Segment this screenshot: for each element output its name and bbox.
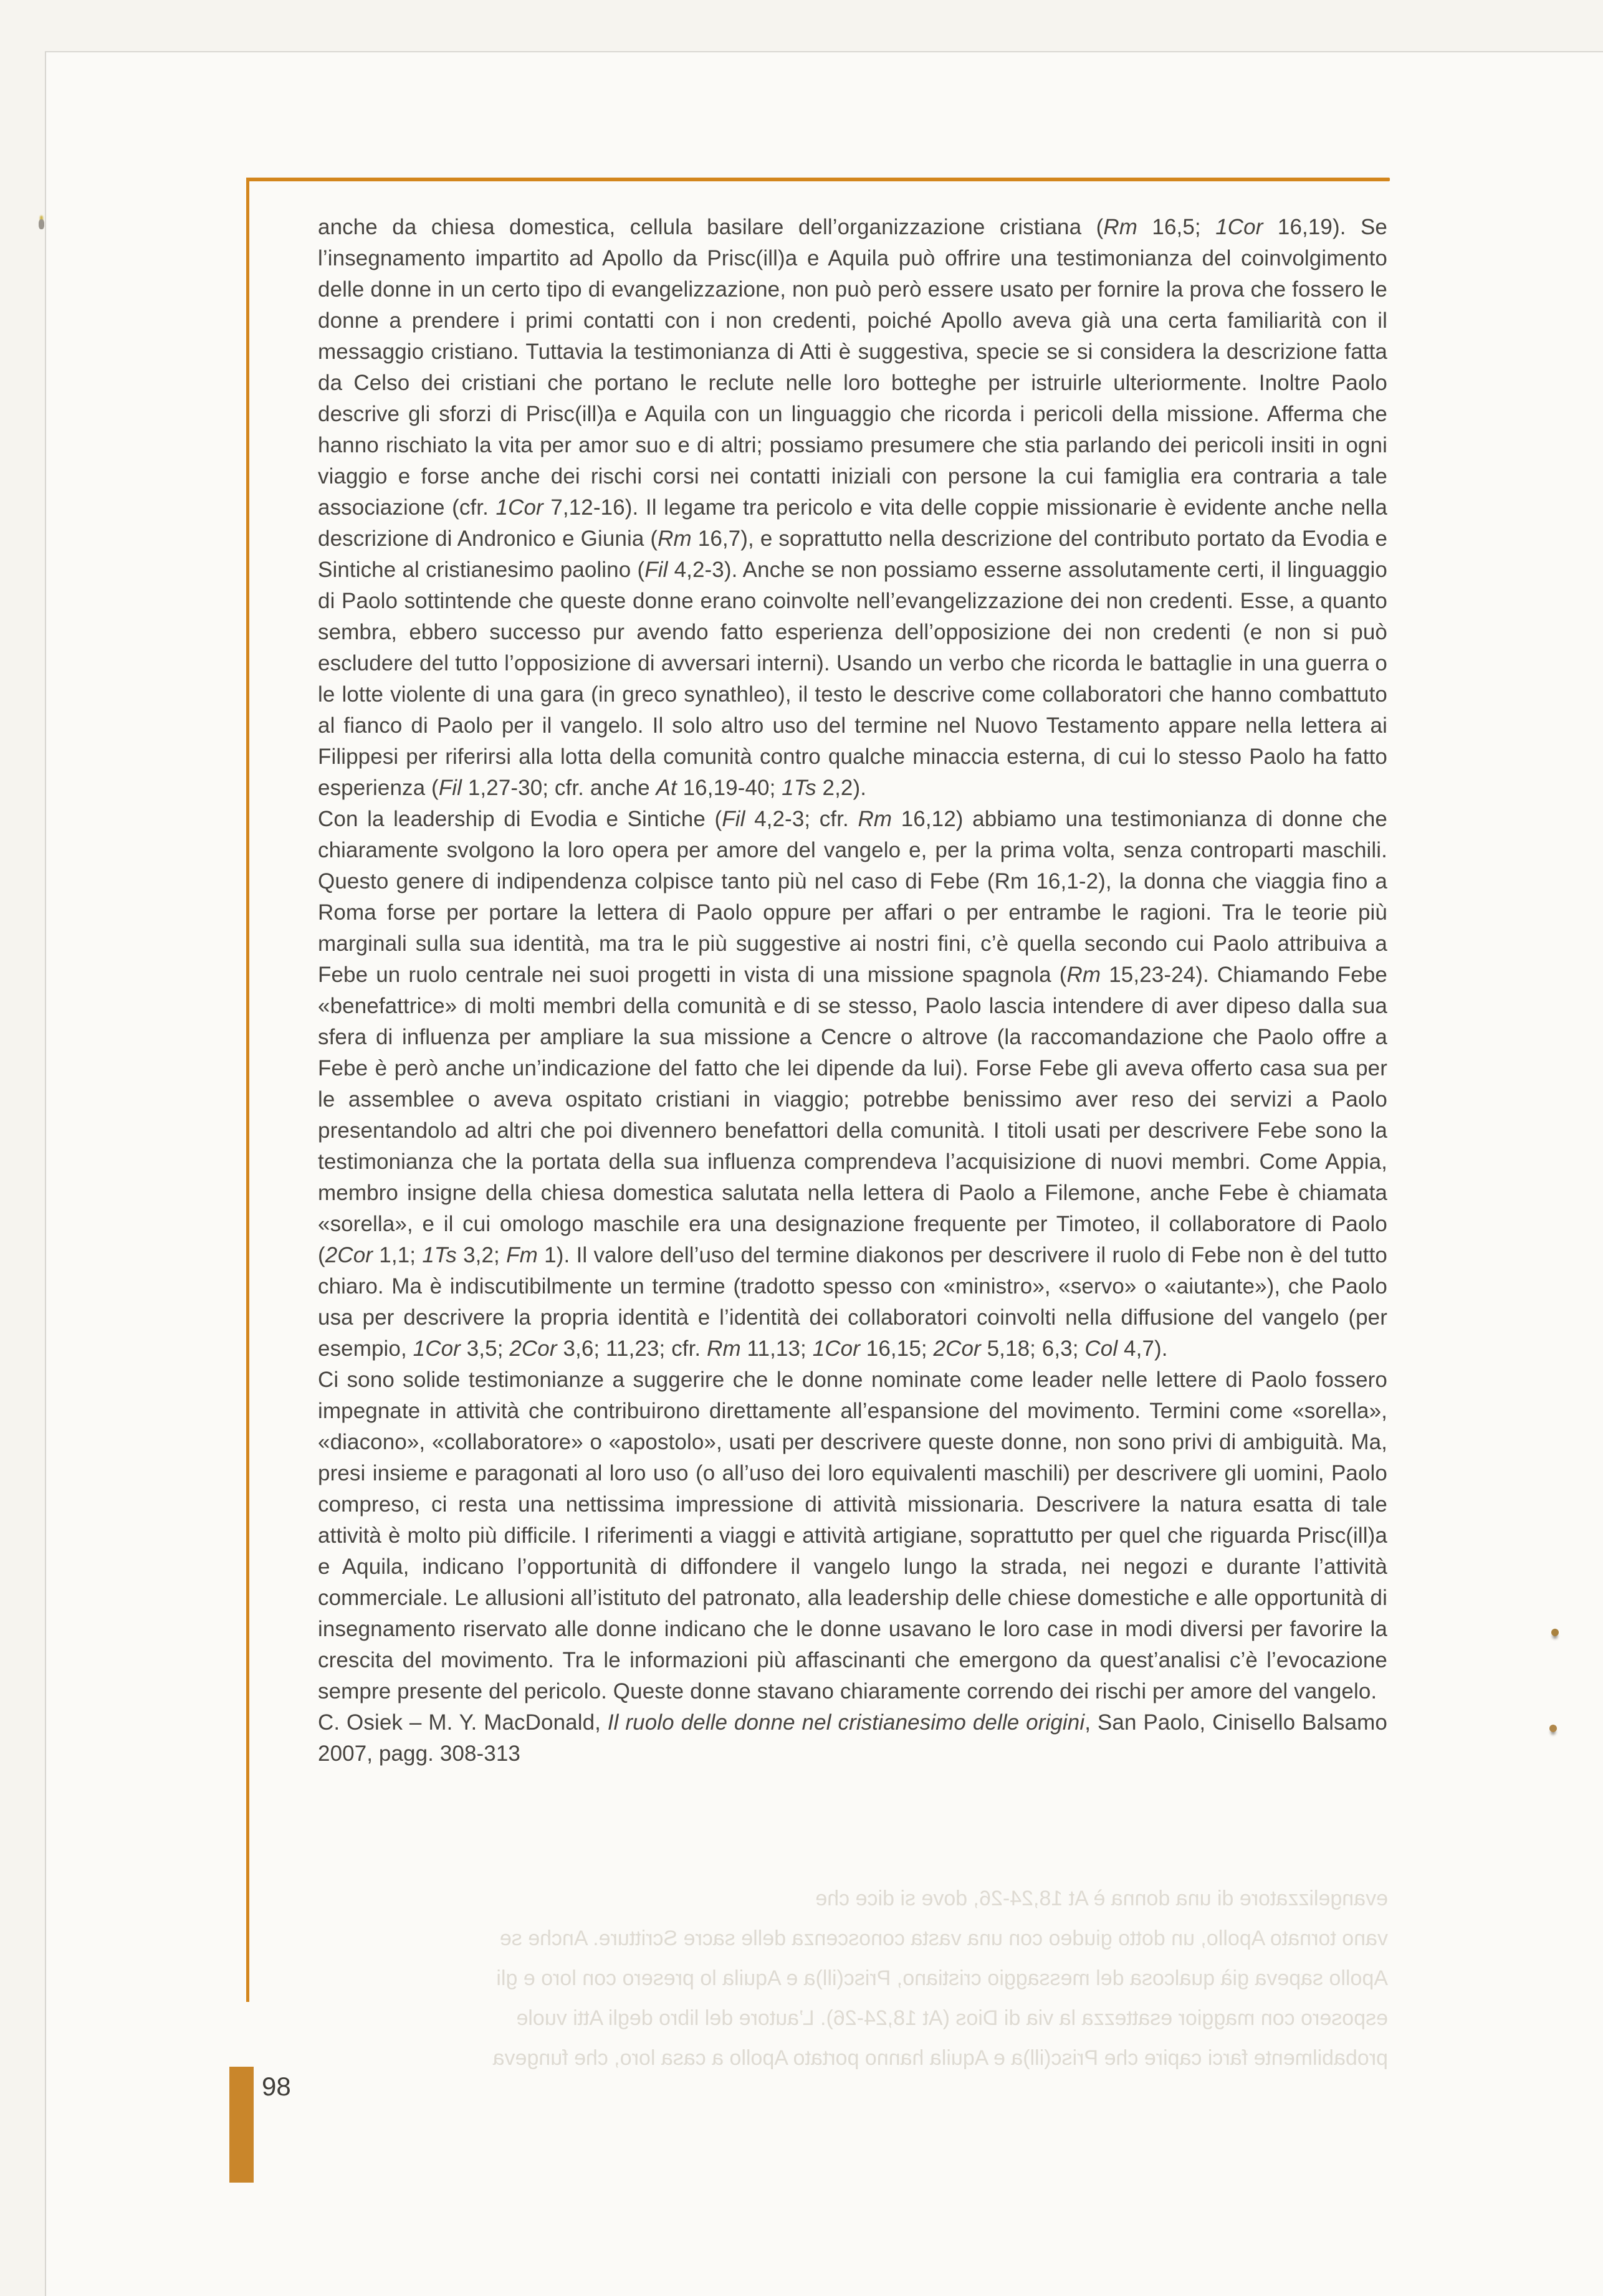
bleed-through-line: vano tornato Apollo, un dotto giudeo con una vasta conoscenza delle sacre Scritture. Anche se [499,1927,1388,1950]
bleed-through-line: esposero con maggior esattezza la via di Dios (At 18,24-26). L’autore del libro degli Atti vuole [516,2006,1388,2030]
paragraph: Con la leadership di Evodia e Sintiche (Fil 4,2-3; cfr. Rm 16,12) abbiamo una testimonianza di donne che chiaramente svolgono la loro opera per amore del vangelo e, per la prima volta, senza controparti maschili. Questo genere di indipendenza colpisce tanto più nel caso di Febe (Rm 16,1-2), la donna che viaggia fino a Roma forse per portare la lettera di Paolo oppure per affari o per entrambe le ragioni. Tra le teorie più marginali sulla sua identità, ma tra le più suggestive ai nostri fini, c’è quella secondo cui Paolo attribuiva a Febe un ruolo centrale nei suoi progetti in vista di una missione spagnola (Rm 15,23-24). Chiamando Febe «benefattrice» di molti membri della comunità e di se stesso, Paolo lascia intendere di aver dipeso dalla sua sfera di influenza per ampliare la sua missione a Cencre o altrove (la raccomandazione che Paolo offre a Febe è però anche un’indicazione del fatto che lei dipende da lui). Forse Febe gli aveva offerto casa sua per le assemblee o aveva ospitato cristiani in viaggio; potrebbe benissimo aver reso dei servizi a Paolo presentandolo ad altri che poi divennero benefattori della comunità. I titoli usati per descrivere Febe sono la testimonianza che la portata della sua influenza comprendeva l’acquisizione di nuovi membri. Come Appia, membro insigne della chiesa domestica salutata nella lettera di Paolo a Filemone, anche Febe è chiamata «sorella», e il cui omologo maschile era una designazione frequente per Timoteo, il collaboratore di Paolo (2Cor 1,1; 1Ts 3,2; Fm 1). Il valore dell’uso del termine diakonos per descrivere il ruolo di Febe non è del tutto chiaro. Ma è indiscutibilmente un termine (tradotto spesso con «ministro», «servo» o «aiutante»), che Paolo usa per descrivere la propria identità e l’identità dei collaboratori coinvolti nella diffusione del vangelo (per esempio, 1Cor 3,5; 2Cor 3,6; 11,23; cfr. Rm 11,13; 1Cor 16,15; 2Cor 5,18; 6,3; Col 4,7). [318,807,1387,1361]
citation: C. Osiek – M. Y. MacDonald, Il ruolo delle donne nel cristianesimo delle origini, San Paolo, Cinisello Balsamo 2007, pagg. 308-313 [318,1710,1387,1766]
ink-speck [1551,1629,1559,1636]
bleed-through-line: evangelizzatore di una donna è At 18,24-26, dove si dice che [815,1887,1388,1910]
ink-speck [1549,1725,1557,1732]
orange-left-rule [246,178,249,2002]
orange-top-rule [247,178,1390,181]
paragraph: anche da chiesa domestica, cellula basilare dell’organizzazione cristiana (Rm 16,5; 1Cor 16,19). Se l’insegnamento impartito ad Apollo da Prisc(ill)a e Aquila può offrire una testimonianza del coinvolgimento delle donne in un certo tipo di evangelizzazione, non può però essere usato per fornire la prova che fossero le donne a prendere i primi contatti con i non credenti, poiché Apollo aveva già una certa familiarità con il messaggio cristiano. Tuttavia la testimonianza di Atti è suggestiva, specie se si considera la descrizione fatta da Celso dei cristiani che portano le reclute nelle loro botteghe per istruirle ulteriormente. Inoltre Paolo descrive gli sforzi di Prisc(ill)a e Aquila con un linguaggio che ricorda i pericoli della missione. Afferma che hanno rischiato la vita per amor suo e di altri; possiamo presumere che stia parlando dei pericoli insiti in ogni viaggio e forse anche dei rischi corsi nei contatti iniziali con persone la cui famiglia era contraria a tale associazione (cfr. 1Cor 7,12-16). Il legame tra pericolo e vita delle coppie missionarie è evidente anche nella descrizione di Andronico e Giunia (Rm 16,7), e soprattutto nella descrizione del contributo portato da Evodia e Sintiche al cristianesimo paolino (Fil 4,2-3). Anche se non possiamo esserne assolutamente certi, il linguaggio di Paolo sottintende che queste donne erano coinvolte nell’evangelizzazione dei non credenti. Esse, a quanto sembra, ebbero successo pur avendo fatto esperienza dell’opposizione dei non credenti (e non si può escludere del tutto l’opposizione di avversari interni). Usando un verbo che ricorda le battaglie in una guerra o le lotte violente di una gara (in greco synathleo), il testo le descrive come collaboratori che hanno combattuto al fianco di Paolo per il vangelo. Il solo altro uso del termine nel Nuovo Testamento appare nella lettera ai Filippesi per riferirsi alla lotta della comunità contro qualche minaccia esterna, di cui lo stesso Paolo ha fatto esperienza (Fil 1,27-30; cfr. anche At 16,19-40; 1Ts 2,2). [318,215,1388,800]
page-number: 98 [262,2072,291,2101]
page-number-bar [229,2067,254,2183]
bleed-through-line: probabilmente farci capire che Prisc(ill)a e Aquila hanno portato Apollo a casa loro, che fungeva [492,2046,1388,2070]
ink-speck [39,219,44,229]
body-text [318,212,1387,1770]
bleed-through-line: Apollo sapeva già qualcosa del messaggio cristiano, Prisc(ill)a e Aquila lo presero con loro e gli [496,1966,1388,1990]
paragraph: Ci sono solide testimonianze a suggerire che le donne nominate come leader nelle lettere di Paolo fossero impegnate in attività che contribuirono direttamente all’espansione del movimento. Termini come «sorella», «diacono», «collaboratore» o «apostolo», usati per descrivere queste donne, non sono privi di ambiguità. Ma, presi insieme e paragonati al loro uso (o all’uso dei loro equivalenti maschili) per descrivere gli uomini, Paolo compreso, ci resta una nettissima impressione di attività missionaria. Descrivere la natura esatta di tale attività è molto più difficile. I riferimenti a viaggi e attività artigiane, soprattutto per quel che riguarda Prisc(ill)a e Aquila, indicano l’opportunità di diffondere il vangelo lungo la strada, nei negozi e durante l’attività commerciale. Le allusioni all’istituto del patronato, alla leadership delle chiese domestiche e alle opportunità di insegnamento riservato alle donne indicano che le donne usavano le loro case in modi diversi per favorire la crescita del movimento. Tra le informazioni più affascinanti che emergono da quest’analisi c’è l’evocazione sempre presente del pericolo. Queste donne stavano chiaramente correndo dei rischi per amore del vangelo. [318,1368,1387,1703]
